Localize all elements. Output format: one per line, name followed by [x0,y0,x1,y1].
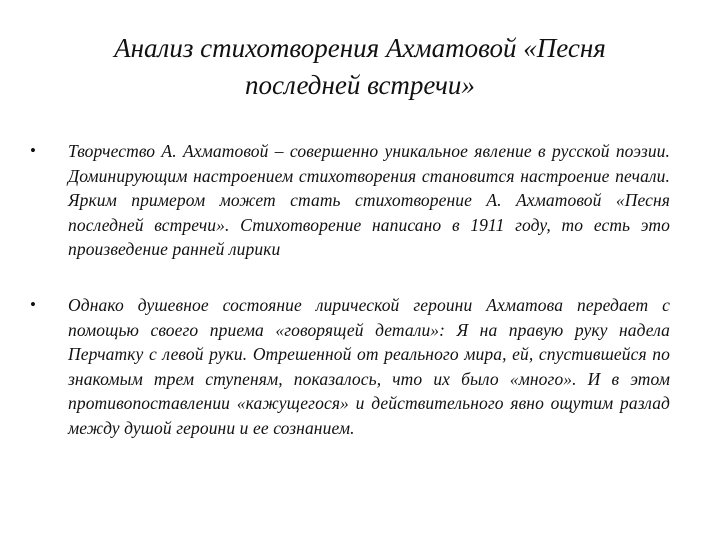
bullet-text: Однако душевное состояние лирической героини Ахматова передает с помощью своего приема «говорящей детали»: Я на правую руку надела Перчатку с левой руки. Отрешенной от реального мира, ей, спустившейся по знакомым трем ступеням, показалось, что их было «много». И в этом противопоставлении «кажущегося» и действительного явно ощутим разлад между душой героини и ее сознанием. [68,294,670,438]
bullet-marker: • [30,141,37,160]
bullet-item [28,139,670,262]
bullet-item [28,293,670,441]
bullet-marker: • [30,294,37,314]
bullet-text: Творчество А. Ахматовой – совершенно уникальное явление в русской поэзии. Доминирующим настроением стихотворения становится настроение печали. Ярким примером может стать стихотворение А. Ахматовой «Песня последней встречи». Стихотворение написано в 1911 году, то есть это произведение ранней лирики [68,141,670,260]
slide-title: Анализ стихотворения Ахматовой «Песня последней встречи» [114,33,606,100]
bullet-list [28,139,670,441]
